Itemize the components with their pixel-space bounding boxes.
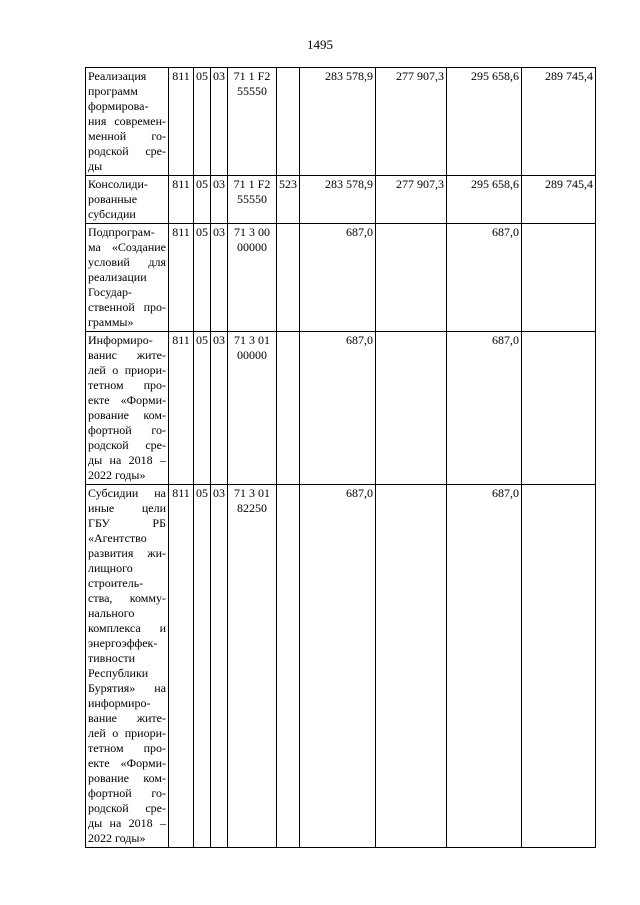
row-name-line: лей о приори- [88, 726, 166, 740]
table-row [86, 176, 596, 224]
row-name-cell [86, 332, 169, 485]
target-article-line: 00000 [237, 240, 267, 254]
row-name-line: ды на 2018 – [88, 816, 166, 830]
amount-cell-3: 687,0 [447, 332, 522, 485]
row-name-line: развития жи- [88, 546, 166, 560]
row-name-line: ма «Создание [88, 240, 166, 254]
row-name-cell [86, 485, 169, 848]
table-row [86, 485, 596, 848]
row-name-line: нального [88, 606, 135, 620]
row-name-line: ства, комму- [88, 591, 166, 605]
amount-cell-4: 289 745,4 [522, 176, 596, 224]
expense-type-cell [277, 224, 300, 332]
row-name-line: тивности [88, 651, 136, 665]
table-row [86, 68, 596, 176]
row-name-line: лей о приори- [88, 363, 166, 377]
expense-type-cell [277, 332, 300, 485]
expense-type-cell: 523 [277, 176, 300, 224]
target-article-line: 55550 [237, 84, 267, 98]
amount-cell-2 [376, 224, 447, 332]
ministry-code-cell: 811 [169, 176, 194, 224]
row-name-line: фортной го- [88, 786, 166, 800]
row-name-line: информиро- [88, 696, 151, 710]
row-name-line: Бурятия» на [88, 681, 166, 695]
target-article-line: 71 3 01 [234, 333, 270, 347]
subsection-code-cell: 03 [211, 176, 228, 224]
row-name-line: «Агентство [88, 531, 147, 545]
section-code-cell: 05 [194, 332, 211, 485]
amount-cell-1: 283 578,9 [300, 68, 376, 176]
row-name-line: тетном про- [88, 741, 166, 755]
section-code-cell: 05 [194, 224, 211, 332]
subsection-code-cell: 03 [211, 68, 228, 176]
row-name-line: фортной го- [88, 423, 166, 437]
row-name-cell [86, 68, 169, 176]
section-code-cell: 05 [194, 176, 211, 224]
row-name-line: рование ком- [88, 408, 166, 422]
row-name-line: иные цели [88, 501, 166, 515]
target-article-line: 71 1 F2 [233, 69, 271, 83]
row-name-line: реализации [88, 270, 147, 284]
target-article-cell [228, 224, 277, 332]
amount-cell-4: 289 745,4 [522, 68, 596, 176]
target-article-line: 82250 [237, 501, 267, 515]
row-name-line: Реализация [88, 69, 147, 83]
section-code-cell: 05 [194, 68, 211, 176]
row-name-line: Консолиди- [88, 177, 148, 191]
row-name-line: Подпрограм- [88, 225, 155, 239]
subsection-code-cell: 03 [211, 224, 228, 332]
target-article-cell [228, 68, 277, 176]
row-name-line: ванис жите- [88, 348, 166, 362]
expense-type-cell [277, 485, 300, 848]
section-code-cell: 05 [194, 485, 211, 848]
row-name-line: вание жите- [88, 711, 166, 725]
amount-cell-4 [522, 485, 596, 848]
amount-cell-1: 687,0 [300, 332, 376, 485]
row-name-line: родской сре- [88, 438, 166, 452]
subsection-code-cell: 03 [211, 332, 228, 485]
row-name-line: ды [88, 159, 103, 173]
row-name-line: комплекса и [88, 621, 166, 635]
row-name-line: программ [88, 84, 138, 98]
amount-cell-1: 687,0 [300, 485, 376, 848]
row-name-line: менной го- [88, 129, 166, 143]
row-name-line: 2022 годы» [88, 831, 146, 845]
row-name-cell [86, 176, 169, 224]
ministry-code-cell: 811 [169, 332, 194, 485]
row-name-line: Государ- [88, 285, 133, 299]
row-name-line: родской сре- [88, 144, 166, 158]
row-name-line: Субсидии на [88, 486, 166, 500]
row-name-line: родской сре- [88, 801, 166, 815]
row-name-cell [86, 224, 169, 332]
target-article-line: 00000 [237, 348, 267, 362]
row-name-line: строитель- [88, 576, 144, 590]
subsection-code-cell: 03 [211, 485, 228, 848]
row-name-line: ния современ- [88, 114, 166, 128]
table-row [86, 332, 596, 485]
amount-cell-1: 687,0 [300, 224, 376, 332]
amount-cell-4 [522, 332, 596, 485]
row-name-line: екте «Форми- [88, 393, 166, 407]
row-name-line: ГБУ РБ [88, 516, 166, 530]
row-name-line: формирова- [88, 99, 149, 113]
row-name-line: Информиро- [88, 333, 153, 347]
amount-cell-2: 277 907,3 [376, 176, 447, 224]
amount-cell-3: 295 658,6 [447, 68, 522, 176]
amount-cell-2 [376, 485, 447, 848]
row-name-line: ды на 2018 – [88, 453, 166, 467]
row-name-line: 2022 годы» [88, 468, 146, 482]
row-name-line: граммы» [88, 315, 134, 329]
page-number: 1495 [307, 37, 333, 52]
target-article-cell [228, 176, 277, 224]
amount-cell-3: 687,0 [447, 485, 522, 848]
target-article-line: 55550 [237, 192, 267, 206]
amount-cell-2: 277 907,3 [376, 68, 447, 176]
amount-cell-4 [522, 224, 596, 332]
row-name-line: условий для [88, 255, 166, 269]
row-name-line: лищного [88, 561, 133, 575]
row-name-line: екте «Форми- [88, 756, 166, 770]
row-name-line: рование ком- [88, 771, 166, 785]
budget-table [85, 67, 596, 848]
row-name-line: рованные [88, 192, 138, 206]
amount-cell-2 [376, 332, 447, 485]
target-article-line: 71 1 F2 [233, 177, 271, 191]
target-article-line: 71 3 01 [234, 486, 270, 500]
amount-cell-3: 687,0 [447, 224, 522, 332]
row-name-line: субсидии [88, 207, 136, 221]
ministry-code-cell: 811 [169, 485, 194, 848]
amount-cell-1: 283 578,9 [300, 176, 376, 224]
ministry-code-cell: 811 [169, 224, 194, 332]
amount-cell-3: 295 658,6 [447, 176, 522, 224]
row-name-line: энергоэффек- [88, 636, 158, 650]
row-name-line: ственной про- [88, 300, 166, 314]
row-name-line: тетном про- [88, 378, 166, 392]
table-row [86, 224, 596, 332]
target-article-cell [228, 332, 277, 485]
expense-type-cell [277, 68, 300, 176]
target-article-cell [228, 485, 277, 848]
ministry-code-cell: 811 [169, 68, 194, 176]
target-article-line: 71 3 00 [234, 225, 270, 239]
row-name-line: Республики [88, 666, 149, 680]
